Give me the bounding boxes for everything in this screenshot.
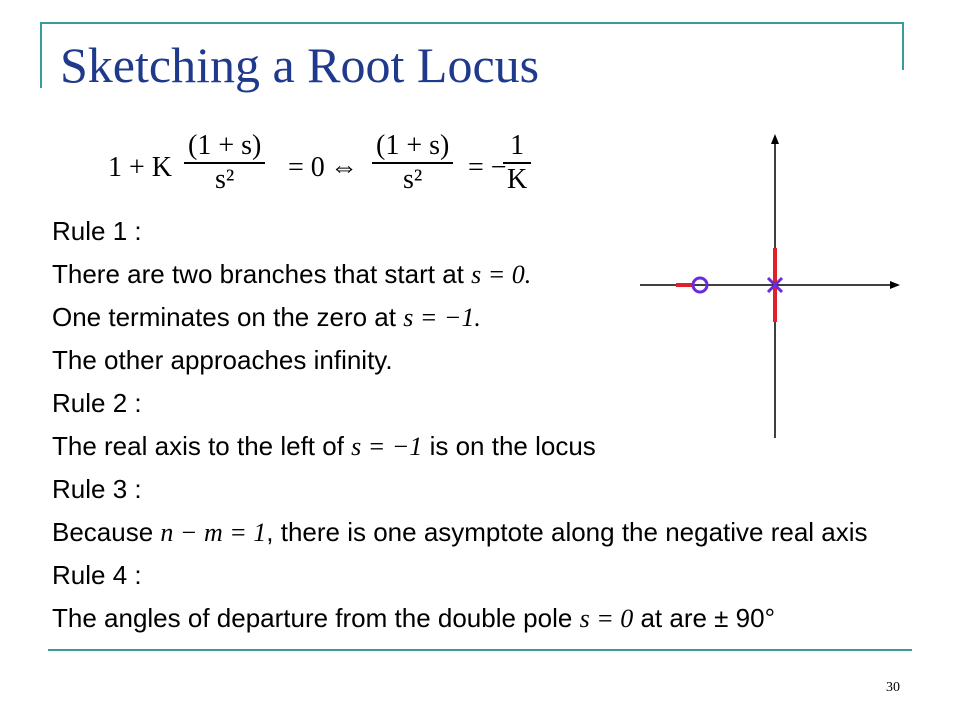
rule-line-3	[52, 302, 481, 333]
line-text: The angles of departure from the double pole	[52, 603, 580, 633]
eq-lhs-prefix: 1 + K	[108, 152, 173, 183]
rule-line-1	[52, 216, 142, 247]
iff-symbol: ⇔	[330, 152, 358, 183]
line-text: There are two branches that start at	[52, 259, 472, 289]
line-math: n − m = 1	[160, 518, 267, 547]
line-text: Rule 2 :	[52, 388, 142, 418]
line-tail: at are ± 90°	[633, 603, 775, 633]
eq-lhs-numerator: (1 + s)	[188, 130, 262, 161]
eq-rhs-numerator: (1 + s)	[376, 130, 450, 161]
frame-top-line	[40, 22, 904, 24]
rule-line-8	[52, 517, 868, 548]
eq-rhs-numerator-2: 1	[510, 130, 525, 161]
eq-lhs-equals: = 0	[288, 152, 325, 183]
imaginary-axis-arrowhead	[771, 134, 779, 144]
line-math: s = −1.	[403, 303, 481, 332]
rule-line-10	[52, 603, 775, 634]
rule-line-5	[52, 388, 142, 419]
rule-line-2	[52, 259, 531, 290]
eq-rhs-denominator: s²	[372, 162, 453, 196]
eq-lhs-denominator: s²	[184, 162, 265, 196]
line-tail: , there is one asymptote along the negative real axis	[266, 517, 868, 547]
eq-rhs-fraction	[372, 130, 453, 196]
frame-bottom-line	[48, 649, 912, 651]
line-math: s = 0.	[471, 260, 532, 289]
line-text: Rule 3 :	[52, 474, 142, 504]
frame-right-line	[902, 22, 904, 70]
line-text: Because	[52, 517, 161, 547]
root-locus-diagram	[630, 130, 910, 450]
line-text: Rule 1 :	[52, 216, 142, 246]
slide-title: Sketching a Root Locus	[60, 37, 540, 93]
rule-line-7	[52, 474, 142, 505]
characteristic-equation	[108, 130, 548, 210]
rule-line-9	[52, 560, 142, 591]
real-axis-arrowhead	[890, 281, 900, 289]
line-text: Rule 4 :	[52, 560, 142, 590]
eq-rhs-denominator-2: K	[503, 162, 531, 196]
line-tail: is on the locus	[422, 431, 596, 461]
page-number: 30	[886, 680, 900, 695]
line-math: s = −1	[351, 432, 423, 461]
eq-lhs-fraction	[184, 130, 265, 196]
rule-line-4	[52, 345, 393, 376]
line-text: The real axis to the left of	[52, 431, 352, 461]
line-math: s = 0	[579, 604, 634, 633]
line-text: The other approaches infinity.	[52, 345, 393, 375]
rule-line-6	[52, 431, 596, 462]
eq-rhs-fraction-2	[503, 130, 531, 196]
eq-rhs-equals: = −	[468, 152, 507, 183]
frame-left-line	[40, 22, 42, 88]
line-text: One terminates on the zero at	[52, 302, 404, 332]
